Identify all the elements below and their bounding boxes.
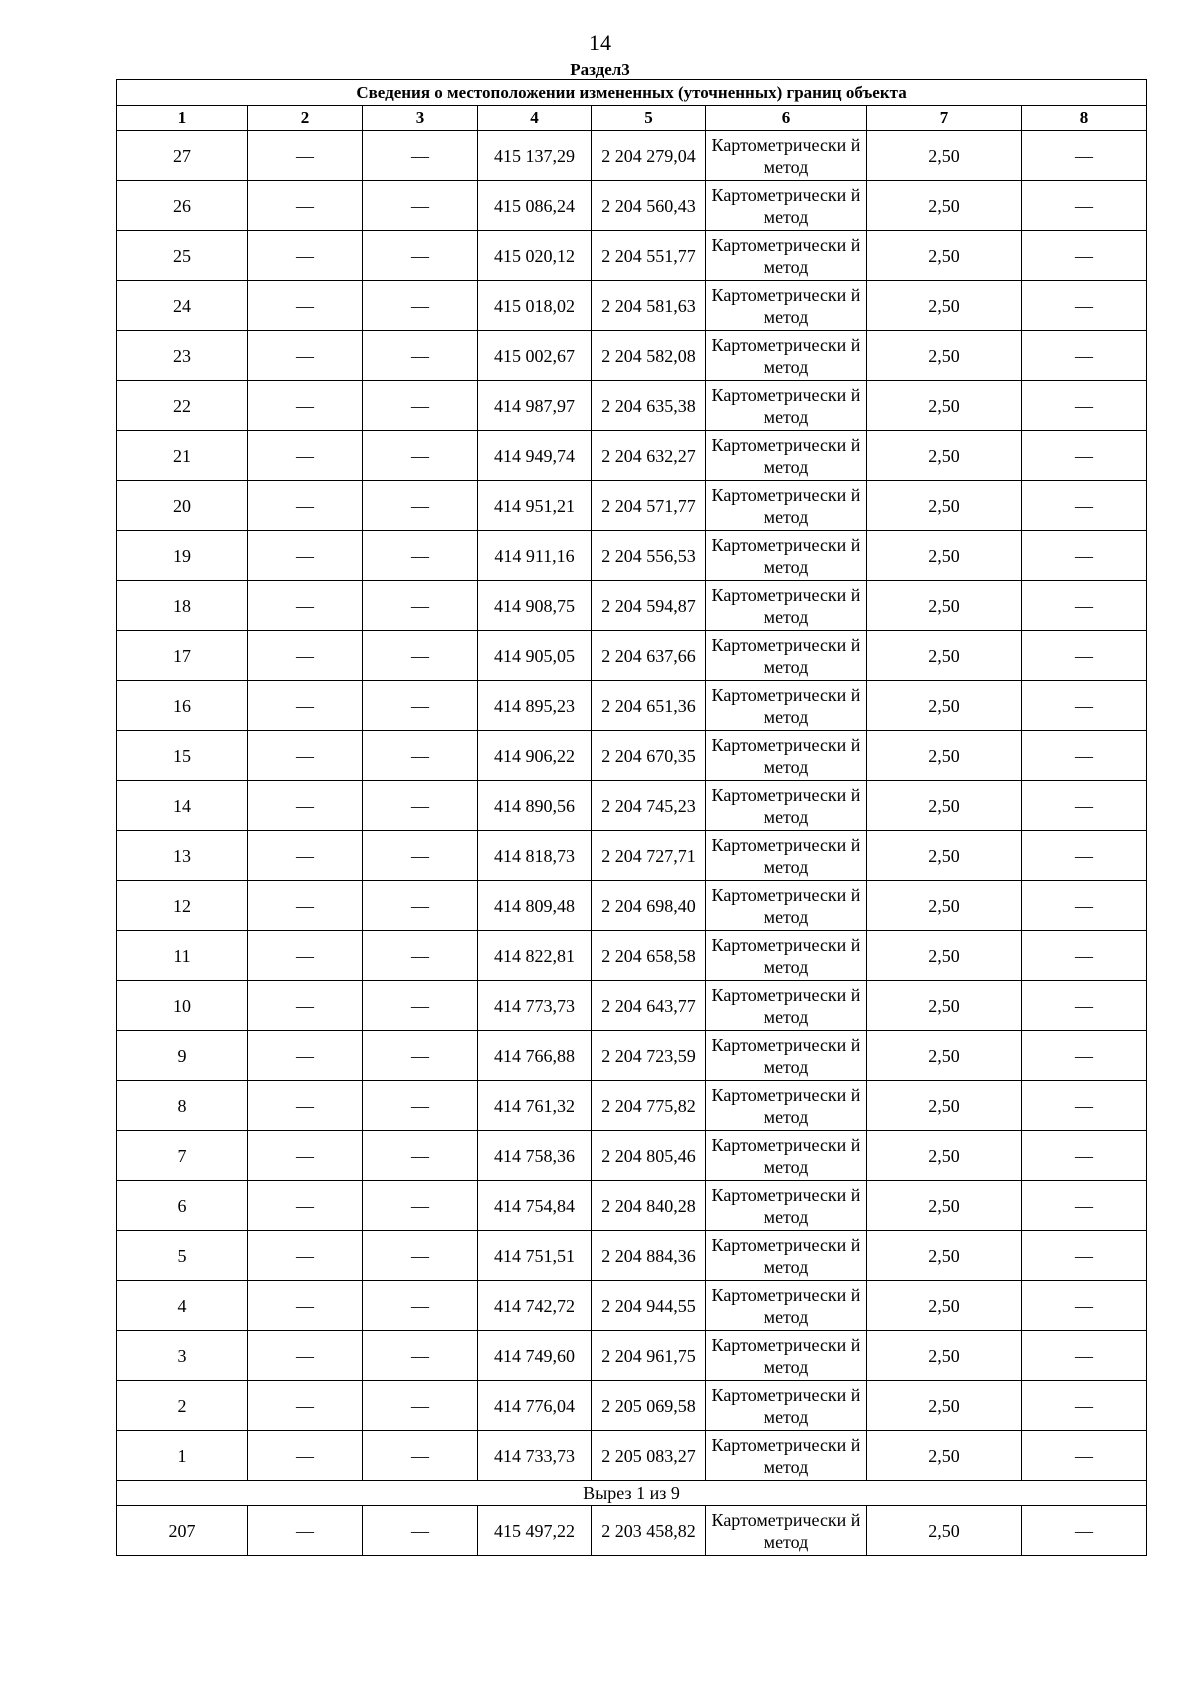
method: Картометрически й метод	[706, 381, 867, 431]
point-number: 13	[117, 831, 248, 881]
accuracy: 2,50	[867, 981, 1022, 1031]
table-row	[117, 331, 1147, 381]
accuracy: 2,50	[867, 731, 1022, 781]
point-number: 23	[117, 331, 248, 381]
method: Картометрически й метод	[706, 1506, 867, 1556]
coordinate-x: 414 822,81	[478, 931, 592, 981]
accuracy: 2,50	[867, 481, 1022, 531]
accuracy: 2,50	[867, 581, 1022, 631]
point-number: 14	[117, 781, 248, 831]
column-number-row	[117, 106, 1147, 131]
coordinate-x: 415 497,22	[478, 1506, 592, 1556]
accuracy: 2,50	[867, 281, 1022, 331]
coordinate-y: 2 204 551,77	[592, 231, 706, 281]
cell-col-8: —	[1022, 681, 1147, 731]
point-number: 17	[117, 631, 248, 681]
point-number: 207	[117, 1506, 248, 1556]
table-row	[117, 531, 1147, 581]
cell-col-2: —	[248, 181, 363, 231]
coordinate-y: 2 204 632,27	[592, 431, 706, 481]
table-row	[117, 1181, 1147, 1231]
point-number: 18	[117, 581, 248, 631]
cell-col-2: —	[248, 1331, 363, 1381]
cell-col-3: —	[363, 981, 478, 1031]
method: Картометрически й метод	[706, 1381, 867, 1431]
coordinate-y: 2 204 840,28	[592, 1181, 706, 1231]
point-number: 11	[117, 931, 248, 981]
cell-col-3: —	[363, 181, 478, 231]
accuracy: 2,50	[867, 1131, 1022, 1181]
table-row	[117, 481, 1147, 531]
table-row	[117, 781, 1147, 831]
cell-col-2: —	[248, 931, 363, 981]
coordinate-y: 2 205 069,58	[592, 1381, 706, 1431]
coordinate-x: 414 908,75	[478, 581, 592, 631]
accuracy: 2,50	[867, 1431, 1022, 1481]
coordinate-y: 2 204 884,36	[592, 1231, 706, 1281]
accuracy: 2,50	[867, 1281, 1022, 1331]
accuracy: 2,50	[867, 531, 1022, 581]
cell-col-3: —	[363, 1506, 478, 1556]
method: Картометрически й метод	[706, 1131, 867, 1181]
cell-col-8: —	[1022, 231, 1147, 281]
cell-col-3: —	[363, 1131, 478, 1181]
cell-col-2: —	[248, 1231, 363, 1281]
cell-col-8: —	[1022, 1181, 1147, 1231]
cell-col-2: —	[248, 231, 363, 281]
cell-col-2: —	[248, 331, 363, 381]
column-number: 8	[1022, 106, 1147, 131]
cell-col-3: —	[363, 1381, 478, 1431]
cell-col-3: —	[363, 381, 478, 431]
cell-col-3: —	[363, 781, 478, 831]
point-number: 10	[117, 981, 248, 1031]
table-row	[117, 1431, 1147, 1481]
coordinate-y: 2 204 805,46	[592, 1131, 706, 1181]
point-number: 27	[117, 131, 248, 181]
table-row	[117, 681, 1147, 731]
cell-col-8: —	[1022, 1231, 1147, 1281]
table-row	[117, 1131, 1147, 1181]
point-number: 12	[117, 881, 248, 931]
cell-col-8: —	[1022, 281, 1147, 331]
cell-col-2: —	[248, 731, 363, 781]
coordinate-x: 415 002,67	[478, 331, 592, 381]
coordinate-y: 2 204 727,71	[592, 831, 706, 881]
table-row	[117, 131, 1147, 181]
accuracy: 2,50	[867, 631, 1022, 681]
method: Картометрически й метод	[706, 281, 867, 331]
method: Картометрически й метод	[706, 881, 867, 931]
coordinate-y: 2 204 581,63	[592, 281, 706, 331]
table-row	[117, 1331, 1147, 1381]
cell-col-3: —	[363, 1331, 478, 1381]
cell-col-3: —	[363, 431, 478, 481]
cell-col-3: —	[363, 531, 478, 581]
accuracy: 2,50	[867, 1331, 1022, 1381]
accuracy: 2,50	[867, 381, 1022, 431]
cell-col-2: —	[248, 1081, 363, 1131]
table-row	[117, 631, 1147, 681]
cell-col-8: —	[1022, 781, 1147, 831]
cell-col-8: —	[1022, 1281, 1147, 1331]
table-caption: Сведения о местоположении измененных (уточненных) границ объекта	[117, 80, 1147, 106]
cell-col-8: —	[1022, 1381, 1147, 1431]
coordinate-x: 414 758,36	[478, 1131, 592, 1181]
cell-col-3: —	[363, 231, 478, 281]
accuracy: 2,50	[867, 781, 1022, 831]
cell-col-8: —	[1022, 1081, 1147, 1131]
column-number: 6	[706, 106, 867, 131]
coordinate-x: 414 911,16	[478, 531, 592, 581]
table-row	[117, 1281, 1147, 1331]
coordinate-y: 2 204 637,66	[592, 631, 706, 681]
cell-col-3: —	[363, 1081, 478, 1131]
point-number: 26	[117, 181, 248, 231]
cell-col-3: —	[363, 881, 478, 931]
cell-col-2: —	[248, 281, 363, 331]
cell-col-2: —	[248, 431, 363, 481]
coordinate-y: 2 204 556,53	[592, 531, 706, 581]
cell-col-2: —	[248, 631, 363, 681]
cell-col-3: —	[363, 1181, 478, 1231]
cell-col-3: —	[363, 1031, 478, 1081]
accuracy: 2,50	[867, 1031, 1022, 1081]
cell-col-3: —	[363, 131, 478, 181]
method: Картометрически й метод	[706, 1281, 867, 1331]
coordinate-y: 2 204 658,58	[592, 931, 706, 981]
method: Картометрически й метод	[706, 1081, 867, 1131]
point-number: 20	[117, 481, 248, 531]
accuracy: 2,50	[867, 881, 1022, 931]
point-number: 6	[117, 1181, 248, 1231]
method: Картометрически й метод	[706, 531, 867, 581]
point-number: 16	[117, 681, 248, 731]
cell-col-2: —	[248, 781, 363, 831]
method: Картометрически й метод	[706, 481, 867, 531]
point-number: 15	[117, 731, 248, 781]
cell-col-8: —	[1022, 481, 1147, 531]
method: Картометрически й метод	[706, 181, 867, 231]
cell-col-3: —	[363, 281, 478, 331]
accuracy: 2,50	[867, 831, 1022, 881]
cell-col-3: —	[363, 1281, 478, 1331]
page-number: 14	[589, 30, 611, 55]
cell-col-2: —	[248, 1506, 363, 1556]
section-title: Раздел3	[570, 60, 630, 79]
cell-col-8: —	[1022, 181, 1147, 231]
column-number: 4	[478, 106, 592, 131]
coordinate-y: 2 204 651,36	[592, 681, 706, 731]
point-number: 8	[117, 1081, 248, 1131]
method: Картометрически й метод	[706, 681, 867, 731]
cell-col-3: —	[363, 581, 478, 631]
table-row	[117, 231, 1147, 281]
method: Картометрически й метод	[706, 1031, 867, 1081]
column-number: 1	[117, 106, 248, 131]
point-number: 22	[117, 381, 248, 431]
coordinate-x: 414 754,84	[478, 1181, 592, 1231]
table-row	[117, 381, 1147, 431]
method: Картометрически й метод	[706, 931, 867, 981]
cell-col-8: —	[1022, 1506, 1147, 1556]
table-row	[117, 181, 1147, 231]
cell-col-8: —	[1022, 131, 1147, 181]
boundary-table	[116, 79, 1147, 1556]
coordinate-x: 414 987,97	[478, 381, 592, 431]
coordinate-x: 414 949,74	[478, 431, 592, 481]
method: Картометрически й метод	[706, 331, 867, 381]
cell-col-3: —	[363, 331, 478, 381]
coordinate-y: 2 204 594,87	[592, 581, 706, 631]
coordinate-y: 2 204 279,04	[592, 131, 706, 181]
point-number: 25	[117, 231, 248, 281]
coordinate-y: 2 204 560,43	[592, 181, 706, 231]
table-row	[117, 1381, 1147, 1431]
cell-col-8: —	[1022, 731, 1147, 781]
cell-col-2: —	[248, 581, 363, 631]
cell-col-8: —	[1022, 981, 1147, 1031]
coordinate-x: 414 761,32	[478, 1081, 592, 1131]
cell-col-3: —	[363, 931, 478, 981]
cell-col-2: —	[248, 1431, 363, 1481]
point-number: 7	[117, 1131, 248, 1181]
cell-col-2: —	[248, 1381, 363, 1431]
cell-col-2: —	[248, 1281, 363, 1331]
coordinate-x: 414 749,60	[478, 1331, 592, 1381]
coordinate-x: 414 906,22	[478, 731, 592, 781]
cell-col-8: —	[1022, 1431, 1147, 1481]
accuracy: 2,50	[867, 431, 1022, 481]
coordinate-y: 2 204 698,40	[592, 881, 706, 931]
coordinate-y: 2 204 643,77	[592, 981, 706, 1031]
accuracy: 2,50	[867, 131, 1022, 181]
coordinate-x: 414 905,05	[478, 631, 592, 681]
method: Картометрически й метод	[706, 431, 867, 481]
cell-col-3: —	[363, 681, 478, 731]
cell-col-2: —	[248, 531, 363, 581]
method: Картометрически й метод	[706, 131, 867, 181]
accuracy: 2,50	[867, 681, 1022, 731]
method: Картометрически й метод	[706, 631, 867, 681]
cell-col-8: —	[1022, 1031, 1147, 1081]
cell-col-8: —	[1022, 631, 1147, 681]
cell-col-2: —	[248, 981, 363, 1031]
cell-col-8: —	[1022, 431, 1147, 481]
method: Картометрически й метод	[706, 981, 867, 1031]
accuracy: 2,50	[867, 1231, 1022, 1281]
point-number: 24	[117, 281, 248, 331]
coordinate-y: 2 204 723,59	[592, 1031, 706, 1081]
point-number: 3	[117, 1331, 248, 1381]
point-number: 5	[117, 1231, 248, 1281]
coordinate-x: 415 137,29	[478, 131, 592, 181]
accuracy: 2,50	[867, 931, 1022, 981]
coordinate-y: 2 205 083,27	[592, 1431, 706, 1481]
coordinate-y: 2 204 775,82	[592, 1081, 706, 1131]
cell-col-2: —	[248, 681, 363, 731]
coordinate-x: 414 809,48	[478, 881, 592, 931]
table-row	[117, 281, 1147, 331]
column-number: 3	[363, 106, 478, 131]
table-row	[117, 731, 1147, 781]
table-row	[117, 881, 1147, 931]
accuracy: 2,50	[867, 1081, 1022, 1131]
coordinate-x: 414 742,72	[478, 1281, 592, 1331]
accuracy: 2,50	[867, 181, 1022, 231]
method: Картометрически й метод	[706, 231, 867, 281]
accuracy: 2,50	[867, 1506, 1022, 1556]
cell-col-8: —	[1022, 381, 1147, 431]
cell-col-8: —	[1022, 1131, 1147, 1181]
coordinate-x: 414 776,04	[478, 1381, 592, 1431]
coordinate-x: 414 773,73	[478, 981, 592, 1031]
accuracy: 2,50	[867, 231, 1022, 281]
coordinate-x: 414 951,21	[478, 481, 592, 531]
point-number: 1	[117, 1431, 248, 1481]
coordinate-y: 2 204 670,35	[592, 731, 706, 781]
method: Картометрически й метод	[706, 581, 867, 631]
coordinate-x: 415 086,24	[478, 181, 592, 231]
table-row	[117, 1506, 1147, 1556]
cell-col-8: —	[1022, 1331, 1147, 1381]
method: Картометрически й метод	[706, 1181, 867, 1231]
column-number: 5	[592, 106, 706, 131]
cell-col-8: —	[1022, 881, 1147, 931]
coordinate-y: 2 204 961,75	[592, 1331, 706, 1381]
point-number: 21	[117, 431, 248, 481]
coordinate-x: 414 766,88	[478, 1031, 592, 1081]
point-number: 9	[117, 1031, 248, 1081]
method: Картометрически й метод	[706, 1431, 867, 1481]
coordinate-x: 415 018,02	[478, 281, 592, 331]
method: Картометрически й метод	[706, 781, 867, 831]
table-row	[117, 831, 1147, 881]
point-number: 19	[117, 531, 248, 581]
coordinate-y: 2 203 458,82	[592, 1506, 706, 1556]
table-row	[117, 1231, 1147, 1281]
accuracy: 2,50	[867, 1381, 1022, 1431]
coordinate-y: 2 204 944,55	[592, 1281, 706, 1331]
cell-col-8: —	[1022, 931, 1147, 981]
cell-col-2: —	[248, 881, 363, 931]
coordinate-x: 414 895,23	[478, 681, 592, 731]
coordinate-x: 414 890,56	[478, 781, 592, 831]
coordinate-x: 414 733,73	[478, 1431, 592, 1481]
cell-col-8: —	[1022, 331, 1147, 381]
cell-col-3: —	[363, 731, 478, 781]
column-number: 2	[248, 106, 363, 131]
point-number: 2	[117, 1381, 248, 1431]
cell-col-3: —	[363, 481, 478, 531]
accuracy: 2,50	[867, 1181, 1022, 1231]
method: Картометрически й метод	[706, 831, 867, 881]
coordinate-y: 2 204 582,08	[592, 331, 706, 381]
cell-col-3: —	[363, 631, 478, 681]
coordinate-y: 2 204 571,77	[592, 481, 706, 531]
cell-col-8: —	[1022, 531, 1147, 581]
coordinate-x: 414 751,51	[478, 1231, 592, 1281]
table-row	[117, 1031, 1147, 1081]
cell-col-2: —	[248, 1181, 363, 1231]
cell-col-2: —	[248, 381, 363, 431]
method: Картометрически й метод	[706, 731, 867, 781]
cell-col-2: —	[248, 831, 363, 881]
accuracy: 2,50	[867, 331, 1022, 381]
table-row	[117, 981, 1147, 1031]
table-row	[117, 431, 1147, 481]
point-number: 4	[117, 1281, 248, 1331]
coordinate-x: 414 818,73	[478, 831, 592, 881]
cell-col-2: —	[248, 131, 363, 181]
cell-col-3: —	[363, 1231, 478, 1281]
coordinate-y: 2 204 635,38	[592, 381, 706, 431]
coordinate-y: 2 204 745,23	[592, 781, 706, 831]
table-row	[117, 1081, 1147, 1131]
cell-col-3: —	[363, 831, 478, 881]
method: Картометрически й метод	[706, 1331, 867, 1381]
method: Картометрически й метод	[706, 1231, 867, 1281]
table-row	[117, 931, 1147, 981]
cell-col-2: —	[248, 481, 363, 531]
cell-col-8: —	[1022, 831, 1147, 881]
table-row	[117, 581, 1147, 631]
cutout-label: Вырез 1 из 9	[117, 1481, 1147, 1506]
coordinate-x: 415 020,12	[478, 231, 592, 281]
cell-col-3: —	[363, 1431, 478, 1481]
column-number: 7	[867, 106, 1022, 131]
cell-col-2: —	[248, 1031, 363, 1081]
cell-col-8: —	[1022, 581, 1147, 631]
cell-col-2: —	[248, 1131, 363, 1181]
